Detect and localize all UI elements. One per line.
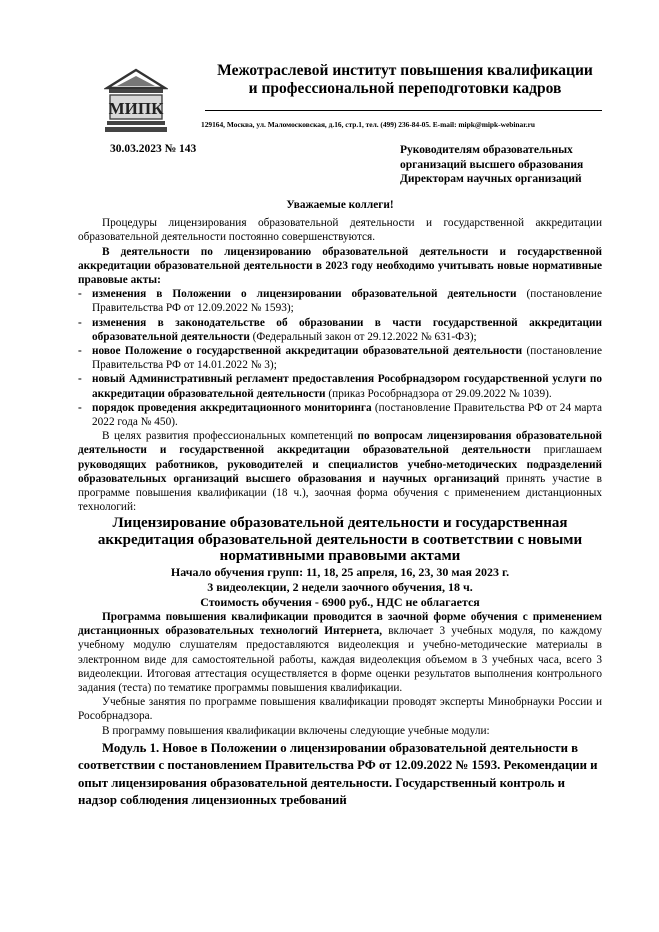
act-title: изменения в законодательстве об образовании в части государственной аккредитации образовательной деятельности: [92, 316, 602, 343]
acts-intro: В деятельности по лицензированию образовательной деятельности и государственной аккредитации образовательной деятельности в 2023 году необходимо учитывать новые нормативные правовые акты:: [78, 245, 602, 287]
act-item: [78, 316, 602, 344]
act-source: (постановление Правительства РФ от 14.01.2022 № 3);: [92, 345, 602, 372]
act-item: [78, 287, 602, 315]
act-title: новый Административный регламент предоставления Рособрнадзором государственной услуги по аккредитации образовательной деятельности: [92, 373, 602, 400]
act-source: (Федеральный закон от 29.12.2022 № 631-ФЗ);: [249, 330, 477, 343]
institute-logo: [104, 68, 168, 134]
institute-name: [200, 62, 610, 98]
letter-date-number: 30.03.2023 № 143: [110, 143, 197, 155]
recipients-block: [400, 143, 600, 187]
modules-intro: В программу повышения квалификации включены следующие учебные модули:: [102, 724, 490, 737]
institute-name-line2: и профессиональной переподготовки кадров: [248, 80, 562, 97]
act-item: [78, 372, 602, 400]
program-paragraph: Программа повышения квалификации проводится в заочной форме обучения с применением дистанционных образовательных технологий Интернета, включает 3 учебных модуля, по каждому учебному модулю слушателям предоставляются видеолекция и учебно-методические материалы в электронном виде для самостоятельной работы, каждая видеолекция объемом в 3 учебных часа, всего 3 видеолекции. Итоговая аттестация осуществляется в форме оценки результатов выполнения контрольного задания (теста) по тематике программы повышения квалификации.: [78, 610, 602, 694]
course-price: Стоимость обучения - 6900 руб., НДС не облагается: [200, 594, 480, 609]
course-format: 3 видеолекции, 2 недели заочного обучения, 18 ч.: [207, 579, 473, 594]
intro-paragraph: Процедуры лицензирования образовательной деятельности и государственной аккредитации образовательной деятельности постоянно совершенствуются.: [78, 217, 602, 244]
act-item: [78, 344, 602, 372]
invitation-paragraph: В целях развития профессиональных компетенций по вопросам лицензирования образовательной деятельности и государственной аккредитации образовательной деятельности приглашаем руководящих работников, руководителей и специалистов учебно-методических подразделений образовательных организаций высшего образования и научных организаций принять участие в программе повышения квалификации (18 ч.), заочная форма обучения с применением дистанционных технологий:: [78, 430, 602, 514]
recipient-line: организаций высшего образования: [400, 158, 584, 171]
act-source: (приказ Рособрнадзора от 29.09.2022 № 1039).: [325, 387, 552, 400]
course-start-dates: Начало обучения групп: 11, 18, 25 апреля, 16, 23, 30 мая 2023 г.: [170, 564, 510, 579]
act-source: (постановление Правительства РФ от 24 марта 2022 года № 450).: [92, 401, 602, 429]
module-1-title: Модуль 1. Новое в Положении о лицензировании образовательной деятельности в соответствии с постановлением Правительства РФ от 12.09.2022 № 1593. Рекомендации и опыт лицензирования образовательной деятельности. Государственный контроль и надзор соблюдения лицензионных требований: [78, 740, 598, 808]
act-title: изменения в Положении о лицензировании образовательной деятельности: [92, 288, 517, 301]
greeting: Уважаемые коллеги!: [286, 199, 394, 211]
logo-text: МИПК: [108, 99, 164, 118]
act-item: [78, 401, 602, 429]
contact-line: 129164, Москва, ул. Маломосковская, д.16, стр.1, тел. (499) 236-84-05. E-mail: mipk@mipk-webinar.ru: [201, 120, 536, 129]
act-title: порядок проведения аккредитационного мониторинга: [92, 401, 372, 414]
header-divider: [205, 110, 602, 111]
dash-bullet: -: [78, 316, 82, 329]
act-source: (постановление Правительства РФ от 12.09.2022 № 1593);: [92, 288, 602, 315]
dash-bullet: -: [78, 288, 82, 301]
dash-bullet: -: [78, 345, 82, 358]
recipient-line: Руководителям образовательных: [400, 144, 573, 156]
course-title: Лицензирование образовательной деятельности и государственная аккредитация образовательной деятельности в соответствии с новыми нормативными правовыми актами: [97, 515, 583, 565]
experts-paragraph: Учебные занятия по программе повышения квалификации проводят эксперты Минобрнауки России и Рособрнадзора.: [78, 696, 602, 723]
dash-bullet: -: [78, 373, 82, 386]
letter-body: [78, 198, 602, 810]
recipient-line: Директорам научных организаций: [400, 173, 582, 185]
dash-bullet: -: [78, 401, 82, 414]
act-title: новое Положение о государственной аккредитации образовательной деятельности: [92, 345, 523, 358]
institute-name-line1: Межотраслевой институт повышения квалификации: [217, 62, 593, 79]
